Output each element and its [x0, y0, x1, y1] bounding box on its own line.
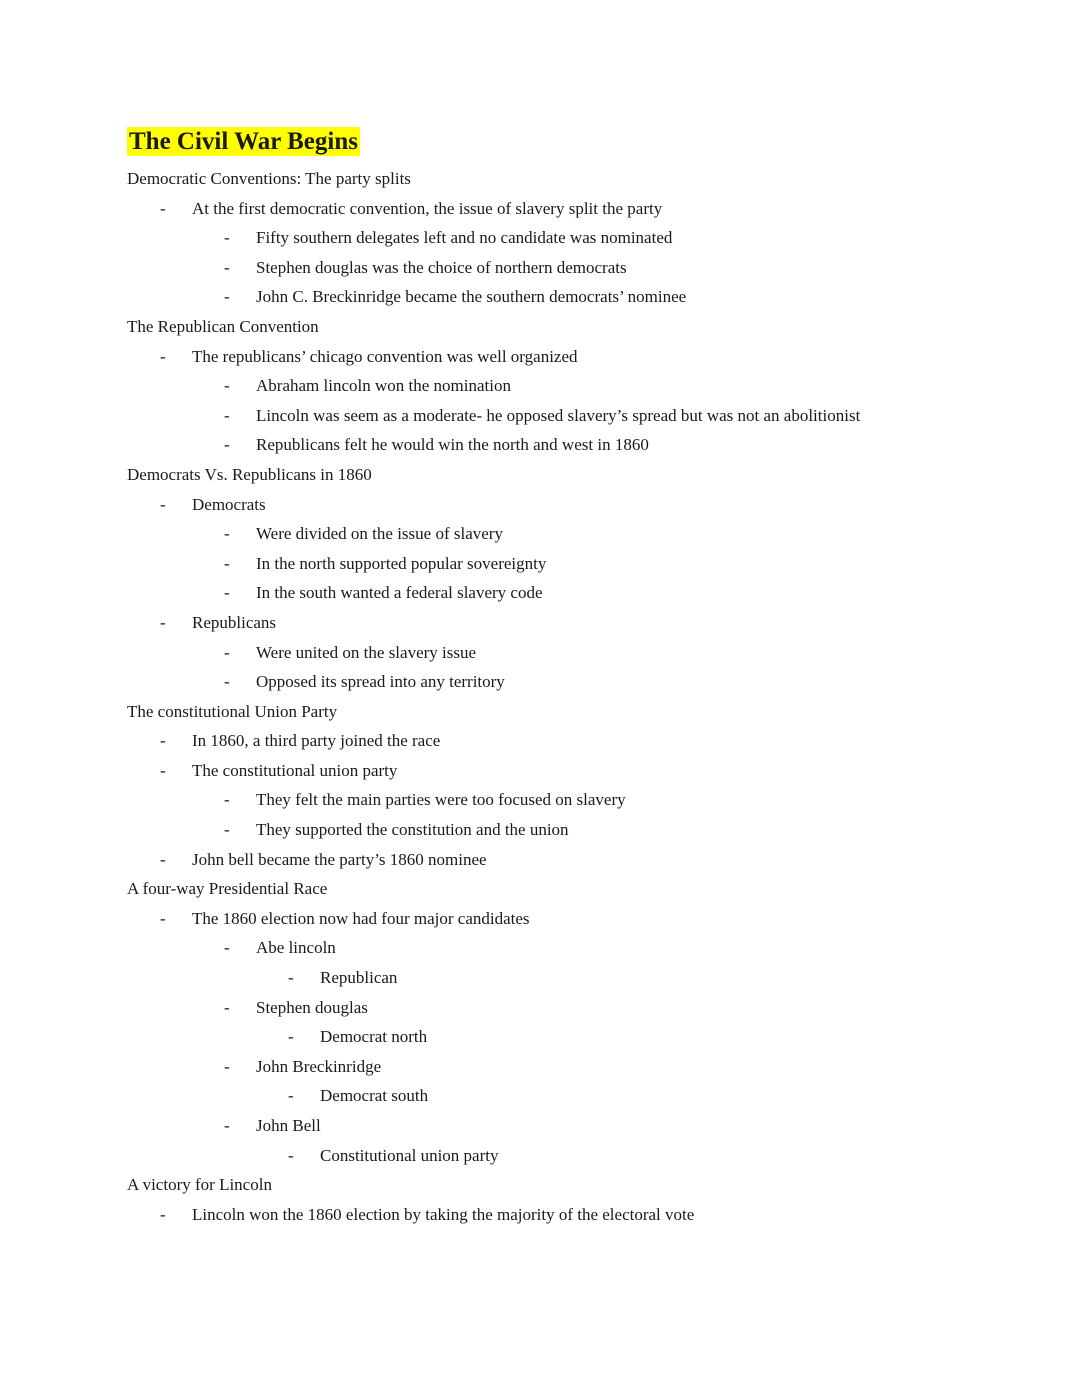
bullet-dash: - — [224, 435, 230, 455]
list-item — [127, 578, 953, 608]
bullet-dash: - — [224, 820, 230, 840]
list-item — [127, 490, 953, 520]
line-text: Were united on the slavery issue — [256, 642, 477, 662]
list-item — [127, 430, 953, 460]
section-heading — [127, 874, 953, 904]
line-text: A four-way Presidential Race — [127, 879, 328, 899]
list-item — [127, 194, 953, 224]
bullet-dash: - — [288, 1145, 294, 1165]
bullet-dash: - — [224, 376, 230, 396]
list-item — [127, 253, 953, 283]
line-text: They supported the constitution and the union — [256, 820, 569, 840]
line-text: Abraham lincoln won the nomination — [256, 376, 511, 396]
bullet-dash: - — [224, 997, 230, 1017]
list-item — [127, 993, 953, 1023]
list-item — [127, 371, 953, 401]
section-heading — [127, 312, 953, 342]
line-text: Lincoln was seem as a moderate- he opposed slavery’s spread but was not an abolitionist — [256, 405, 861, 425]
list-item — [127, 1111, 953, 1141]
list-item — [127, 667, 953, 697]
line-text: In the north supported popular sovereignty — [256, 553, 547, 573]
bullet-dash: - — [160, 731, 166, 751]
section-heading — [127, 697, 953, 727]
line-text: Constitutional union party — [320, 1145, 499, 1165]
line-text: Democrats Vs. Republicans in 1860 — [127, 464, 372, 484]
line-text: Republicans — [192, 612, 277, 632]
list-item — [127, 933, 953, 963]
bullet-dash: - — [160, 849, 166, 869]
line-text: John C. Breckinridge became the southern democrats’ nominee — [256, 287, 687, 307]
title-highlight-text: The Civil War Begins — [129, 128, 358, 155]
list-item — [127, 785, 953, 815]
line-text: Republicans felt he would win the north and west in 1860 — [256, 435, 649, 455]
line-text: The constitutional union party — [192, 760, 398, 780]
list-item — [127, 904, 953, 934]
bullet-dash: - — [160, 760, 166, 780]
document-title — [127, 126, 953, 158]
bullet-dash: - — [160, 494, 166, 514]
document-body — [127, 164, 953, 1229]
bullet-dash: - — [288, 1086, 294, 1106]
list-item — [127, 608, 953, 638]
line-text: John Breckinridge — [256, 1056, 382, 1076]
list-item — [127, 1141, 953, 1171]
bullet-dash: - — [224, 938, 230, 958]
bullet-dash: - — [160, 1204, 166, 1224]
bullet-dash: - — [224, 553, 230, 573]
bullet-dash: - — [160, 198, 166, 218]
list-item — [127, 549, 953, 579]
line-text: In the south wanted a federal slavery code — [256, 583, 543, 603]
bullet-dash: - — [288, 1027, 294, 1047]
line-text: Democrat south — [320, 1086, 429, 1106]
list-item — [127, 1200, 953, 1230]
line-text: Were divided on the issue of slavery — [256, 524, 503, 544]
line-text: Stephen douglas was the choice of northern democrats — [256, 257, 627, 277]
bullet-dash: - — [288, 968, 294, 988]
line-text: They felt the main parties were too focused on slavery — [256, 790, 626, 810]
list-item — [127, 963, 953, 993]
list-item — [127, 519, 953, 549]
line-text: Lincoln won the 1860 election by taking the majority of the electoral vote — [192, 1204, 695, 1224]
line-text: In 1860, a third party joined the race — [192, 731, 441, 751]
bullet-dash: - — [224, 642, 230, 662]
bullet-dash: - — [160, 908, 166, 928]
list-item — [127, 1052, 953, 1082]
line-text: John bell became the party’s 1860 nominee — [192, 849, 487, 869]
section-heading — [127, 164, 953, 194]
line-text: Republican — [320, 968, 398, 988]
bullet-dash: - — [224, 583, 230, 603]
bullet-dash: - — [224, 257, 230, 277]
list-item — [127, 282, 953, 312]
list-item — [127, 223, 953, 253]
bullet-dash: - — [224, 287, 230, 307]
line-text: Abe lincoln — [256, 938, 336, 958]
line-text: Democrats — [192, 494, 266, 514]
list-item — [127, 815, 953, 845]
bullet-dash: - — [224, 524, 230, 544]
line-text: At the first democratic convention, the issue of slavery split the party — [192, 198, 663, 218]
bullet-dash: - — [224, 405, 230, 425]
list-item — [127, 638, 953, 668]
bullet-dash: - — [224, 790, 230, 810]
list-item — [127, 845, 953, 875]
list-item — [127, 726, 953, 756]
bullet-dash: - — [160, 612, 166, 632]
bullet-dash: - — [224, 1056, 230, 1076]
line-text: Democrat north — [320, 1027, 428, 1047]
bullet-dash: - — [160, 346, 166, 366]
line-text: The constitutional Union Party — [127, 701, 338, 721]
list-item — [127, 756, 953, 786]
line-text: John Bell — [256, 1116, 321, 1135]
line-text: The republicans’ chicago convention was well organized — [192, 346, 578, 366]
bullet-dash: - — [224, 672, 230, 692]
line-text: Opposed its spread into any territory — [256, 672, 505, 692]
list-item — [127, 342, 953, 372]
section-heading — [127, 1170, 953, 1200]
list-item — [127, 1022, 953, 1052]
section-heading — [127, 460, 953, 490]
line-text: Fifty southern delegates left and no candidate was nominated — [256, 228, 673, 248]
bullet-dash: - — [224, 1116, 230, 1135]
list-item — [127, 401, 953, 431]
bullet-dash: - — [224, 228, 230, 248]
line-text: Stephen douglas — [256, 997, 368, 1017]
line-text: A victory for Lincoln — [127, 1175, 272, 1195]
line-text: The Republican Convention — [127, 316, 319, 336]
line-text: Democratic Conventions: The party splits — [127, 169, 411, 188]
list-item — [127, 1081, 953, 1111]
line-text: The 1860 election now had four major candidates — [192, 908, 530, 928]
